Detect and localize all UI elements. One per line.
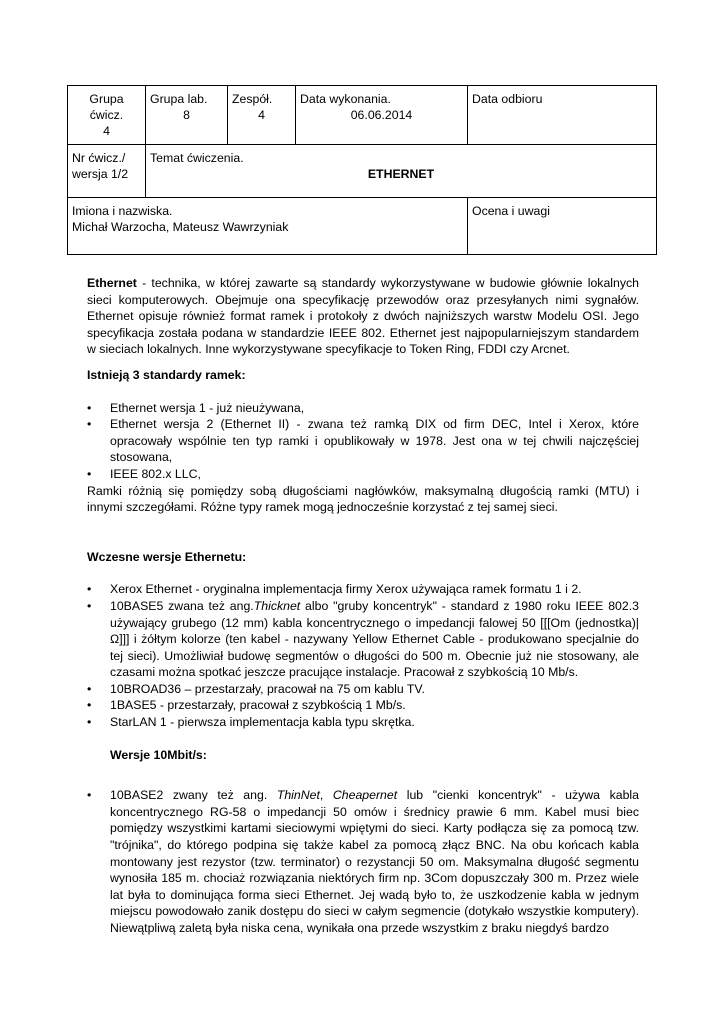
list-item: • Ethernet wersja 2 (Ethernet II) - zwana też ramką DIX od firm DEC, Intel i Xerox, które opracowały wspólnie ten typ ramki i opublikowały w 1978. Jest ona w tej chwili najczęściej stosowana, bbox=[87, 416, 639, 466]
imiona-value: Michał Warzocha, Mateusz Wawrzyniak bbox=[72, 220, 289, 234]
header-table bbox=[67, 85, 657, 255]
cell-grupa-cwicz bbox=[68, 86, 146, 145]
cell-temat bbox=[146, 145, 657, 198]
data-wykonania-value: 06.06.2014 bbox=[350, 108, 413, 122]
intro-term: Ethernet bbox=[87, 276, 137, 290]
frames-list bbox=[87, 400, 639, 483]
intro-paragraph bbox=[87, 275, 639, 358]
list-item: • 1BASE5 - przestarzały, pracował z szybkością 1 Mb/s. bbox=[87, 697, 639, 714]
cell-imiona bbox=[68, 198, 468, 255]
list-item: • Ethernet wersja 1 - już nieużywana, bbox=[87, 400, 639, 417]
list-item: • Xerox Ethernet - oryginalna implementacja firmy Xerox używająca ramek formatu 1 i 2. bbox=[87, 581, 639, 598]
temat-value: ETHERNET bbox=[367, 167, 435, 181]
cell-data-wykonania bbox=[296, 86, 468, 145]
grupa-cwicz-value: 4 bbox=[103, 124, 110, 138]
imiona-label: Imiona i nazwiska. bbox=[72, 204, 173, 218]
base2-sep: , bbox=[319, 788, 333, 803]
list-item: • StarLAN 1 - pierwsza implementacja kabla typu skrętka. bbox=[87, 714, 639, 731]
data-wykonania-label: Data wykonania. bbox=[300, 92, 391, 106]
early-list bbox=[87, 581, 639, 730]
base5-italic: Thicknet bbox=[253, 598, 301, 613]
grupa-lab-value: 8 bbox=[183, 108, 190, 122]
frames-after-paragraph: Ramki różnią się pomiędzy sobą długościami nagłówków, maksymalną długością ramki (MTU) i innymi szczegółami. Różne typy ramek mogą jednocześnie korzystać z tej samej sieci. bbox=[87, 483, 639, 515]
base2-text-a: 10BASE2 zwany też ang. bbox=[110, 788, 277, 803]
wersja-label: wersja 1/2 bbox=[72, 167, 129, 181]
base2-text-b: lub "cienki koncentryk" - używa kabla koncentrycznego RG-58 o impedancji 50 omów i średnicy prawie 6 mm. Kabel musi biec pomiędzy wszystkimi kartami sieciowymi wpiętymi do sieci. Karty podłącza się za pomocą tzw. "trójnika", do którego podpina się także kabel za pomocą złącz BNC. Na obu końcach kabla montowany jest rezystor (tzw. terminator) o rezystancji 50 om. Maksymalna długość segmentu wynosiła 185 m. chociaż rozwiązania niektórych firm np. 3Com dopuszczały 300 m. Przez wiele lat była to dominująca forma sieci Ethernet. Jej wadą było to, że uszkodzenie kabla w jednym miejscu powodowało zanik dostępu do sieci w całym segmencie (dotykało wszystkie komputery). Niewątpliwą zaletą była niska cena, wynikała ona przede wszystkim z braku niegdyś bardzo bbox=[110, 788, 639, 935]
base2-italic-cheapernet: Cheapernet bbox=[332, 788, 398, 803]
document-body bbox=[87, 275, 639, 937]
data-odbioru-label: Data odbioru bbox=[472, 92, 543, 106]
grupa-cwicz-label: Grupa ćwicz. bbox=[89, 92, 124, 122]
base5-text-a: 10BASE5 zwana też ang. bbox=[110, 598, 254, 613]
base2-italic-thinnet: ThinNet bbox=[276, 788, 320, 803]
frames-heading: Istnieją 3 standardy ramek: bbox=[87, 367, 246, 382]
nr-cwicz-label: Nr ćwicz./ bbox=[72, 151, 126, 165]
mbit10-heading: Wersje 10Mbit/s: bbox=[110, 747, 207, 762]
cell-ocena bbox=[468, 198, 657, 255]
zespol-label: Zespół. bbox=[232, 92, 273, 106]
cell-grupa-lab bbox=[146, 86, 228, 145]
cell-zespol bbox=[228, 86, 296, 145]
intro-text: - technika, w której zawarte są standardy wykorzystywane w budowie głównie lokalnych sieci komputerowych. Obejmuje ona specyfikację przewodów oraz przesyłanych nimi sygnałów. Ethernet opisuje również format ramek i protokoły z dwóch najniższych warstw Modelu OSI. Jego specyfikacja została podana w standardzie IEEE 802. Ethernet jest najpopularniejszym standardem w sieciach lokalnych. Inne wykorzystywane specyfikacje to Token Ring, FDDI czy Arcnet. bbox=[87, 276, 639, 357]
zespol-value: 4 bbox=[258, 108, 265, 122]
list-item-10base2 bbox=[87, 787, 639, 936]
mbit10-list bbox=[87, 787, 639, 936]
ocena-label: Ocena i uwagi bbox=[472, 204, 550, 218]
list-item: • 10BROAD36 – przestarzały, pracował na 75 om kablu TV. bbox=[87, 681, 639, 698]
cell-nr-cwicz bbox=[68, 145, 146, 198]
list-item-10base5 bbox=[87, 598, 639, 681]
base5-text-b: albo "gruby koncentryk" - standard z 1980 roku IEEE 802.3 używający grubego (12 mm) kabla koncentrycznego o impedancji falowej 50 [[[Om (jednostka)|Ω]]] i żółtym kolorze (ten kabel - nazywany Yellow Ethernet Cable - produkowano specjalnie do tej sieci). Umożliwiał budowę segmentów o długości do 500 m. Obecnie już nie stosowany, ale czasami można spotkać jeszcze pracujące instalacje. Pracował z szybkością 10 Mb/s. bbox=[110, 598, 639, 680]
cell-data-odbioru bbox=[468, 86, 657, 145]
grupa-lab-label: Grupa lab. bbox=[150, 92, 208, 106]
early-heading: Wczesne wersje Ethernetu: bbox=[87, 549, 247, 564]
temat-label: Temat ćwiczenia. bbox=[150, 151, 244, 165]
list-item: • IEEE 802.x LLC, bbox=[87, 466, 639, 483]
